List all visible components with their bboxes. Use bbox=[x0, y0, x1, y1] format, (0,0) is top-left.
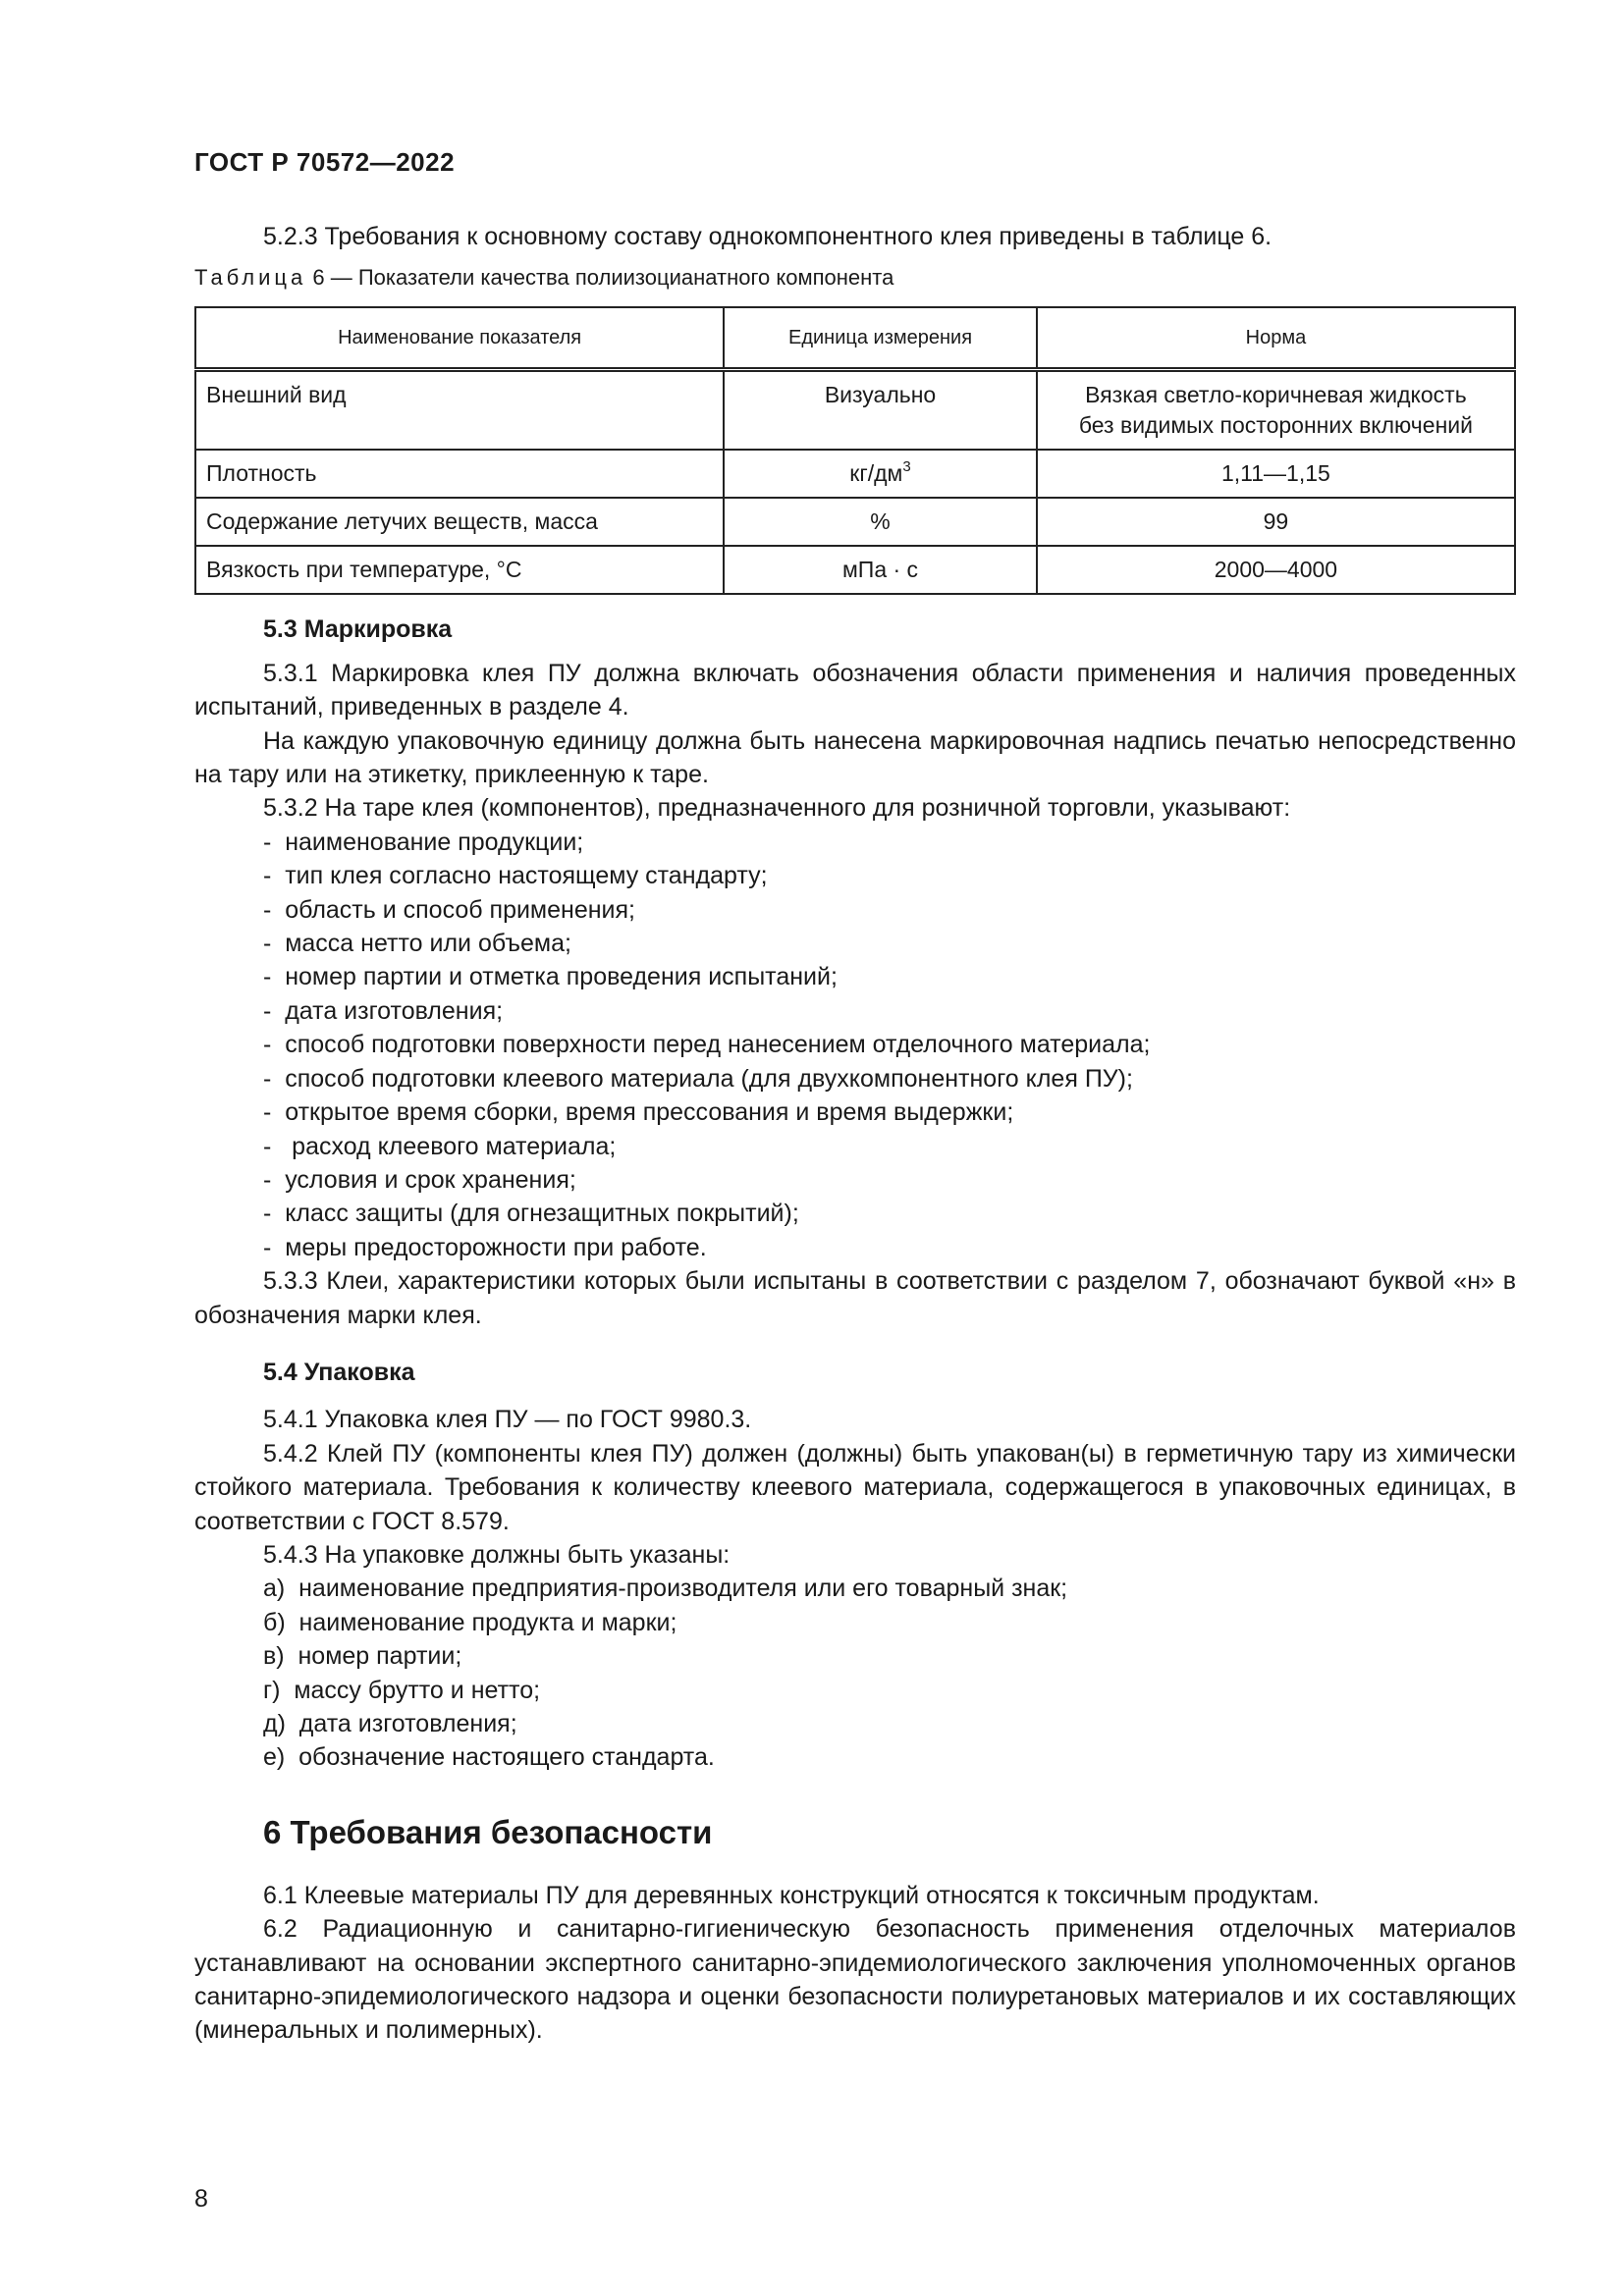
header-norm: Норма bbox=[1037, 307, 1515, 370]
list-item: б) наименование продукта и марки; bbox=[263, 1608, 677, 1636]
cell-unit bbox=[724, 450, 1037, 498]
list-item: - меры предосторожности при работе. bbox=[263, 1233, 707, 1261]
table-row bbox=[195, 370, 1515, 451]
list-item: - открытое время сборки, время прессования и время выдержки; bbox=[263, 1098, 1014, 1127]
table-caption-text: 6 — Показатели качества полиизоцианатного компонента bbox=[312, 265, 894, 291]
list-item: - расход клеевого материала; bbox=[263, 1132, 617, 1160]
section-heading-5-3: 5.3 Маркировка bbox=[263, 615, 453, 644]
header-name: Наименование показателя bbox=[195, 307, 724, 370]
list-item: д) дата изготовления; bbox=[263, 1710, 517, 1737]
cell-unit: мПа · с bbox=[724, 546, 1037, 594]
cell-name: Содержание летучих веществ, масса bbox=[195, 498, 724, 546]
cell-name: Вязкость при температуре, °C bbox=[195, 546, 724, 594]
paragraph-5-3-1: 5.3.1 Маркировка клея ПУ должна включать обозначения области применения и наличия проведенных испытаний, приведенных в разделе 4. bbox=[194, 659, 1516, 721]
cell-name: Плотность bbox=[195, 450, 724, 498]
paragraph-6-2: 6.2 Радиационную и санитарно-гигиеническую безопасность применения отделочных материалов устанавливают на основании экспертного санитарно-эпидемиологического заключения уполномоченных органов санитарно-эпидемиологического надзора и оценки безопасности полиуретановых материалов и их составляющих (минеральных и полимерных). bbox=[194, 1915, 1516, 2045]
page-content bbox=[194, 220, 1516, 2048]
list-item: а) наименование предприятия-производителя или его товарный знак; bbox=[263, 1575, 1068, 1603]
paragraph-5-3-2: 5.3.2 На таре клея (компонентов), предназначенного для розничной торговли, указывают: bbox=[263, 794, 1291, 823]
cell-unit: Визуально bbox=[724, 370, 1037, 451]
list-item: - номер партии и отметка проведения испытаний; bbox=[263, 963, 838, 991]
paragraph-5-3-1-b: На каждую упаковочную единицу должна быть нанесена маркировочная надпись печатью непосредственно на тару или на этикетку, приклеенную к таре. bbox=[194, 726, 1516, 789]
list-item: г) массу брутто и нетто; bbox=[263, 1676, 541, 1704]
paragraph-5-4-1: 5.4.1 Упаковка клея ПУ — по ГОСТ 9980.3. bbox=[263, 1406, 752, 1434]
cell-name: Внешний вид bbox=[195, 370, 724, 451]
cell-norm-line: Вязкая светло-коричневая жидкость bbox=[1085, 382, 1467, 408]
paragraph-5-4-2: 5.4.2 Клей ПУ (компоненты клея ПУ) должен (должны) быть упакован(ы) в герметичную тару из химически стойкого материала. Требования к количеству клеевого материала, содержащегося в упаковочных единицах, в соответствии с ГОСТ 8.579. bbox=[194, 1439, 1516, 1535]
table-caption-label: Таблица bbox=[194, 265, 307, 291]
paragraph-6-1: 6.1 Клеевые материалы ПУ для деревянных конструкций относятся к токсичным продуктам. bbox=[263, 1881, 1320, 1909]
table-caption bbox=[194, 263, 1516, 293]
section-heading-5-4: 5.4 Упаковка bbox=[263, 1358, 415, 1386]
list-item: - наименование продукции; bbox=[263, 828, 584, 856]
chapter-heading-6: 6 Требования безопасности bbox=[263, 1813, 713, 1850]
header-unit: Единица измерения bbox=[724, 307, 1037, 370]
list-item: - условия и срок хранения; bbox=[263, 1165, 576, 1194]
list-item: - дата изготовления; bbox=[263, 996, 504, 1025]
list-item: - способ подготовки клеевого материала (для двухкомпонентного клея ПУ); bbox=[263, 1064, 1133, 1093]
cell-norm: 99 bbox=[1037, 498, 1515, 546]
list-item: - масса нетто или объема; bbox=[263, 930, 571, 958]
list-item: в) номер партии; bbox=[263, 1642, 462, 1671]
unit-superscript: 3 bbox=[902, 457, 911, 475]
paragraph-5-3-3: 5.3.3 Клеи, характеристики которых были испытаны в соответствии с разделом 7, обозначают буквой «н» в обозначения марки клея. bbox=[194, 1267, 1516, 1329]
cell-norm: 2000—4000 bbox=[1037, 546, 1515, 594]
document-header: ГОСТ Р 70572—2022 bbox=[194, 147, 456, 177]
table-row bbox=[195, 450, 1515, 498]
list-item: - тип клея согласно настоящему стандарту; bbox=[263, 862, 768, 890]
list-item: - способ подготовки поверхности перед нанесением отделочного материала; bbox=[263, 1031, 1151, 1059]
paragraph-5-4-3: 5.4.3 На упаковке должны быть указаны: bbox=[263, 1540, 731, 1569]
quality-parameters-table bbox=[194, 306, 1516, 595]
table-header-row bbox=[195, 307, 1515, 370]
unit-base: кг/дм bbox=[849, 460, 903, 487]
cell-norm-line: без видимых посторонних включений bbox=[1078, 412, 1473, 439]
cell-norm: 1,11—1,15 bbox=[1037, 450, 1515, 498]
list-item: - класс защиты (для огнезащитных покрытий); bbox=[263, 1200, 799, 1228]
cell-unit: % bbox=[724, 498, 1037, 546]
table-row bbox=[195, 546, 1515, 594]
intro-paragraph: 5.2.3 Требования к основному составу однокомпонентного клея приведены в таблице 6. bbox=[263, 223, 1272, 250]
cell-norm bbox=[1037, 370, 1515, 451]
table-row bbox=[195, 498, 1515, 546]
list-item: - область и способ применения; bbox=[263, 895, 635, 924]
list-item: е) обозначение настоящего стандарта. bbox=[263, 1743, 715, 1772]
page-number: 8 bbox=[194, 2185, 208, 2213]
